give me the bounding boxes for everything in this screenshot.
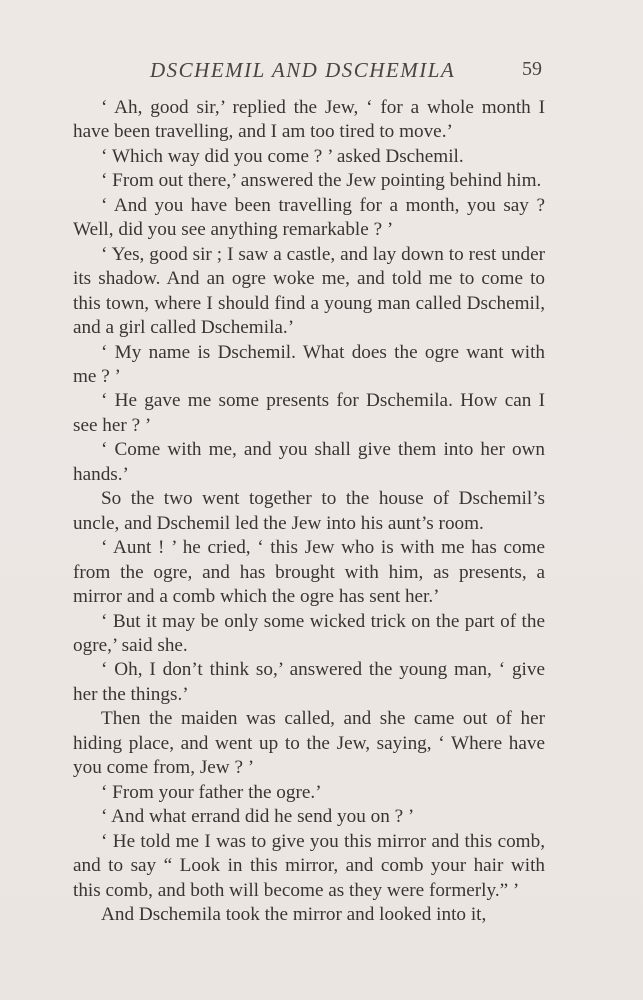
paragraph: So the two went together to the house of Dschemil’s uncle, and Dschemil led the Jew into his aunt’s room. <box>73 488 545 534</box>
paragraph: And Dschemila took the mirror and looked into it, <box>101 903 487 925</box>
paragraph: ‘ Which way did you come ? ’ asked Dschemil. <box>101 145 464 167</box>
paragraph: ‘ Aunt ! ’ he cried, ‘ this Jew who is with me has come from the ogre, and has brought with him, as presents, a mirror and a comb which the ogre has sent her.’ <box>73 537 545 608</box>
paragraph: ‘ And you have been travelling for a month, you say ? Well, did you see anything remarkable ? ’ <box>73 194 545 241</box>
paragraph: ‘ He told me I was to give you this mirror and this comb, and to say “ Look in this mirror, and comb your hair with this comb, and both will become as they were formerly.” ’ <box>73 830 545 901</box>
paragraph: ‘ He gave me some presents for Dschemila. How can I see her ? ’ <box>73 390 545 436</box>
paragraph: ‘ From your father the ogre.’ <box>101 781 322 803</box>
paragraph: ‘ Ah, good sir,’ replied the Jew, ‘ for a whole month I have been travelling, and I am too tired to move.’ <box>73 97 545 143</box>
paragraph: ‘ Oh, I don’t think so,’ answered the young man, ‘ give her the things.’ <box>73 659 545 705</box>
paragraph: ‘ And what errand did he send you on ? ’ <box>101 806 415 828</box>
paragraph: ‘ From out there,’ answered the Jew pointing behind him. <box>101 170 542 192</box>
page-number: 59 <box>522 58 542 80</box>
paragraph: ‘ Come with me, and you shall give them into her own hands.’ <box>73 439 545 485</box>
paragraph: ‘ But it may be only some wicked trick on the part of the ogre,’ said she. <box>73 610 545 656</box>
body-text <box>73 96 545 927</box>
running-head: DSCHEMIL AND DSCHEMILA <box>150 58 456 82</box>
paragraph: Then the maiden was called, and she came out of her hiding place, and went up to the Jew, saying, ‘ Where have you come from, Jew ? ’ <box>73 708 545 779</box>
paragraph: ‘ Yes, good sir ; I saw a castle, and lay down to rest under its shadow. And an ogre woke me, and told me to come to this town, where I should find a young man called Dschemil, and a girl called Dschemila.’ <box>73 243 545 339</box>
paragraph: ‘ My name is Dschemil. What does the ogre want with me ? ’ <box>73 341 545 387</box>
